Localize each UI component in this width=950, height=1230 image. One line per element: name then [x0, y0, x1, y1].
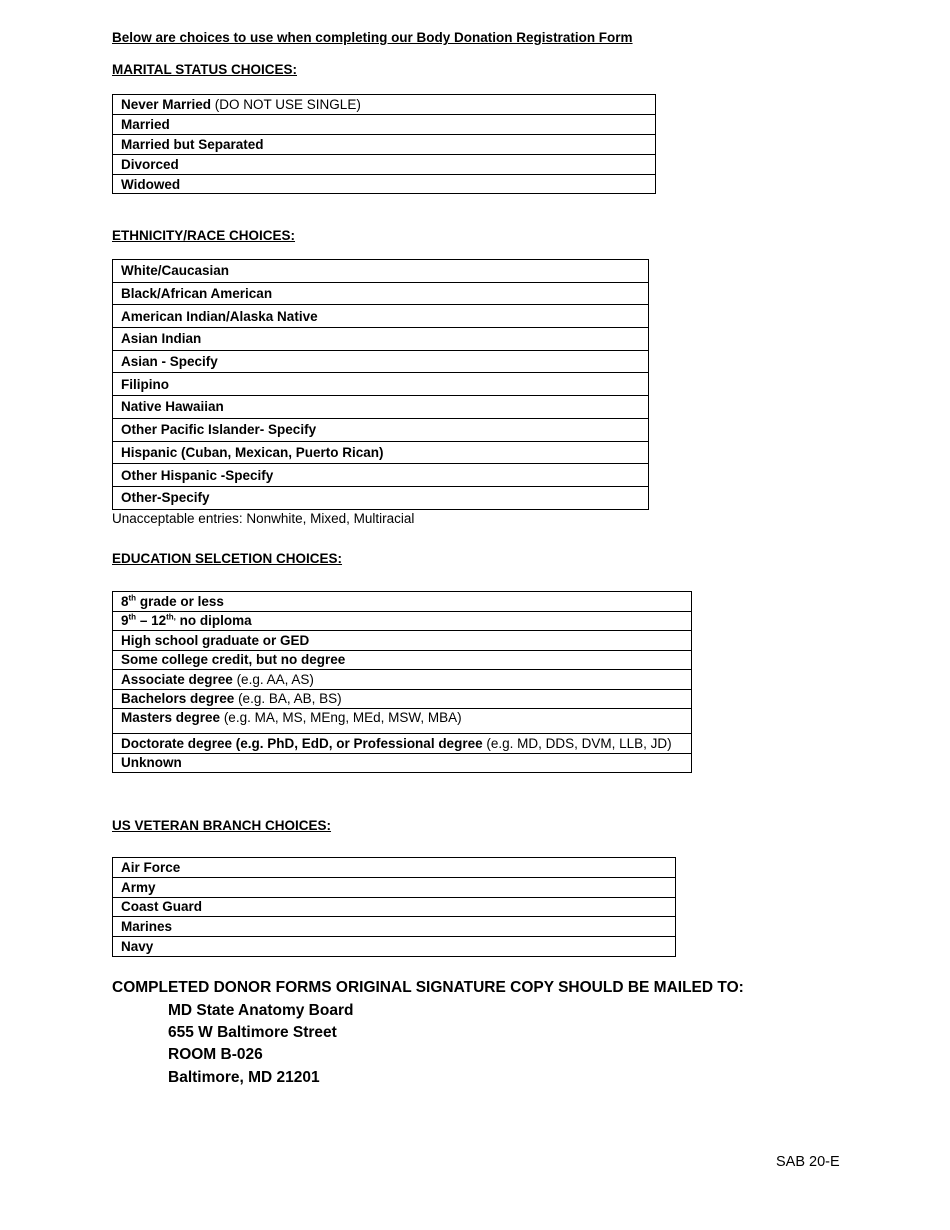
table-cell: Masters degree (e.g. MA, MS, MEng, MEd, MSW, MBA) — [113, 709, 692, 734]
table-row — [113, 709, 692, 734]
table-cell: Doctorate degree (e.g. PhD, EdD, or Professional degree (e.g. MD, DDS, DVM, LLB, JD) — [113, 734, 692, 754]
table-cell: Married but Separated — [113, 135, 656, 155]
table-row — [113, 350, 649, 373]
table-cell: Air Force — [113, 858, 676, 878]
table-row — [113, 611, 692, 631]
veteran-heading: US VETERAN BRANCH CHOICES: — [112, 818, 332, 833]
table-row — [113, 282, 649, 305]
table-row — [113, 486, 649, 509]
table-cell: $9th - 12^{th,}$ no diploma — [113, 611, 692, 631]
table-row — [113, 328, 649, 351]
table-row — [113, 858, 676, 878]
address-line: Baltimore, MD 21201 — [168, 1069, 320, 1086]
address-line: ROOM B-026 — [168, 1046, 263, 1063]
table-cell: High school graduate or GED — [113, 631, 692, 651]
table-cell: Divorced — [113, 155, 656, 175]
table-cell: Marines — [113, 917, 676, 937]
table-cell: Some college credit, but no degree — [113, 650, 692, 670]
table-cell: Other-Specify — [113, 486, 649, 509]
unacceptable-entries-note: Unacceptable entries: Nonwhite, Mixed, Multiracial — [112, 511, 415, 526]
table-row — [113, 155, 656, 175]
table-cell: Never Married (DO NOT USE SINGLE) — [113, 95, 656, 115]
table-row — [113, 917, 676, 937]
marital-status-table — [112, 94, 656, 194]
table-row — [113, 260, 649, 283]
table-cell: Coast Guard — [113, 897, 676, 917]
table-row — [113, 441, 649, 464]
table-cell: Hispanic (Cuban, Mexican, Puerto Rican) — [113, 441, 649, 464]
table-cell: Navy — [113, 937, 676, 957]
table-row — [113, 631, 692, 651]
table-row — [113, 373, 649, 396]
table-cell: Army — [113, 877, 676, 897]
table-cell: Native Hawaiian — [113, 396, 649, 419]
address-line: MD State Anatomy Board — [168, 1002, 354, 1019]
table-row — [113, 734, 692, 754]
mailing-instructions-title: COMPLETED DONOR FORMS ORIGINAL SIGNATURE COPY SHOULD BE MAILED TO: — [112, 979, 744, 996]
table-cell: Unknown — [113, 753, 692, 773]
table-cell: American Indian/Alaska Native — [113, 305, 649, 328]
table-cell: Widowed — [113, 175, 656, 194]
table-cell: 8th grade or less — [113, 592, 692, 612]
table-row — [113, 670, 692, 690]
table-row — [113, 753, 692, 773]
table-cell: Asian - Specify — [113, 350, 649, 373]
marital-status-heading: MARITAL STATUS CHOICES: — [112, 62, 297, 77]
intro-heading: Below are choices to use when completing our Body Donation Registration Form — [112, 30, 633, 45]
table-cell: White/Caucasian — [113, 260, 649, 283]
table-cell: Asian Indian — [113, 328, 649, 351]
education-table — [112, 591, 692, 773]
ethnicity-heading: ETHNICITY/RACE CHOICES: — [112, 228, 296, 243]
table-row — [113, 175, 656, 194]
education-heading: EDUCATION SELCETION CHOICES: — [112, 551, 343, 566]
table-cell: Associate degree (e.g. AA, AS) — [113, 670, 692, 690]
table-row — [113, 115, 656, 135]
table-cell: Filipino — [113, 373, 649, 396]
table-row — [113, 877, 676, 897]
table-row — [113, 937, 676, 957]
address-line: 655 W Baltimore Street — [168, 1024, 337, 1041]
form-number: SAB 20-E — [776, 1154, 840, 1170]
table-cell: Black/African American — [113, 282, 649, 305]
ethnicity-table — [112, 259, 649, 510]
table-row — [113, 418, 649, 441]
veteran-branch-table — [112, 857, 676, 957]
table-row — [113, 689, 692, 709]
table-row — [113, 650, 692, 670]
table-row — [113, 305, 649, 328]
table-cell: Other Pacific Islander- Specify — [113, 418, 649, 441]
table-cell: Married — [113, 115, 656, 135]
table-row — [113, 464, 649, 487]
table-cell: Bachelors degree (e.g. BA, AB, BS) — [113, 689, 692, 709]
table-row — [113, 897, 676, 917]
table-row — [113, 135, 656, 155]
table-cell: Other Hispanic -Specify — [113, 464, 649, 487]
table-row — [113, 396, 649, 419]
table-row — [113, 592, 692, 612]
table-row — [113, 95, 656, 115]
